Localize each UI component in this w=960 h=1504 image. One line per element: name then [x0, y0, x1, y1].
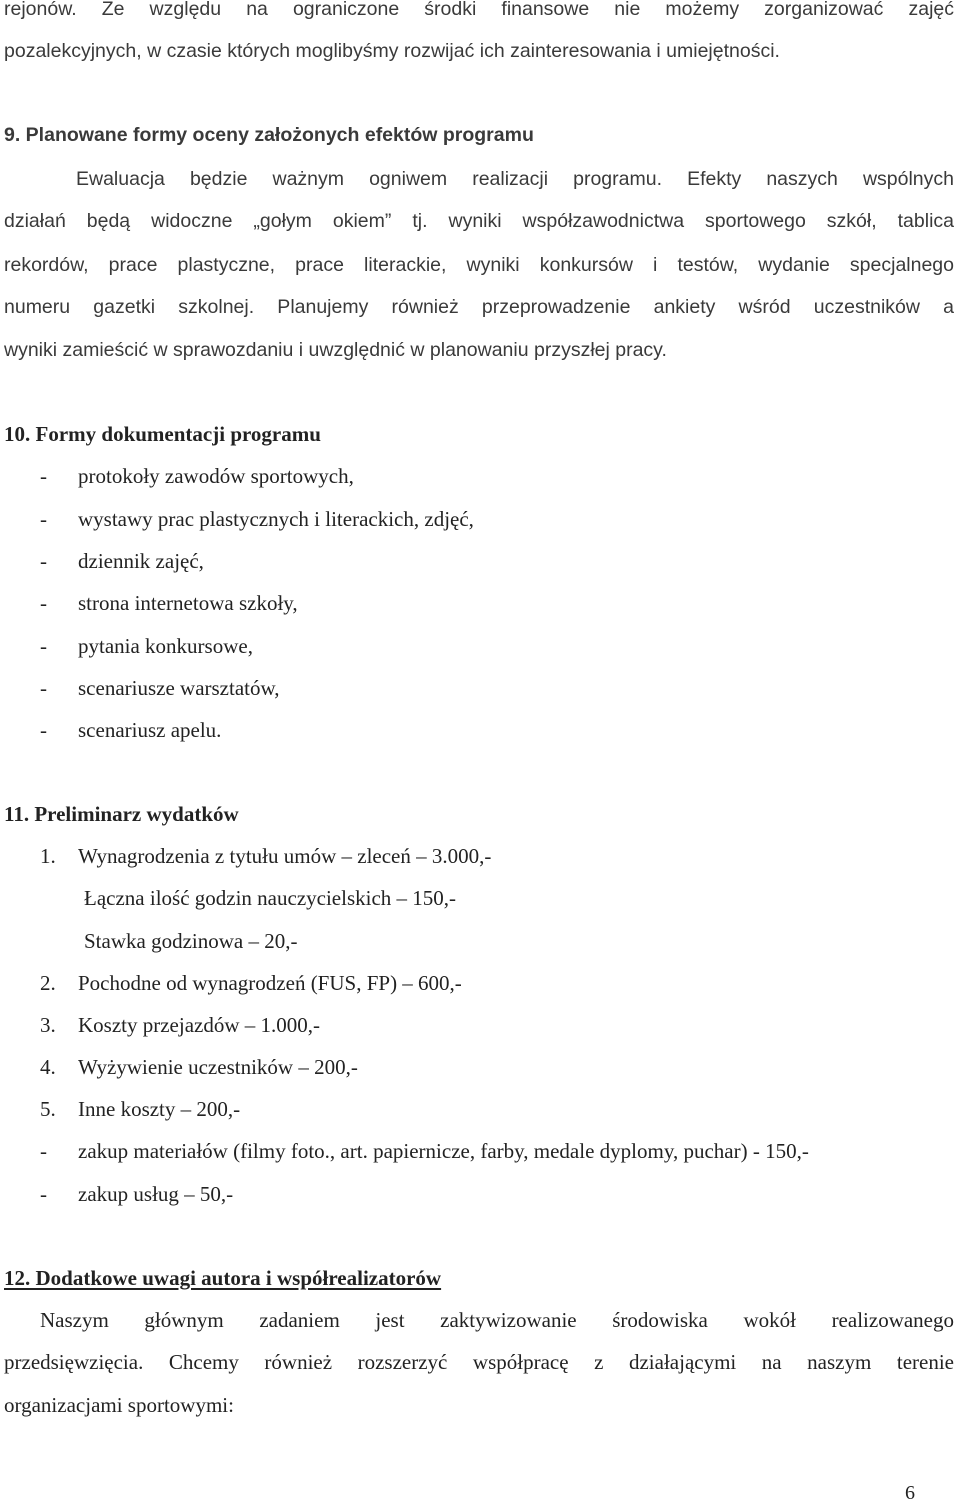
list-item: protokoły zawodów sportowych, — [78, 464, 354, 488]
section-12-heading: 12. Dodatkowe uwagi autora i współrealizatorów — [4, 1266, 442, 1290]
budget-item-number: 5. — [40, 1097, 56, 1121]
budget-item-number: 1. — [40, 844, 56, 868]
list-bullet: - — [40, 634, 47, 658]
section-9-line-5: wyniki zamieścić w sprawozdaniu i uwzględnić w planowaniu przyszłej pracy. — [4, 339, 667, 361]
section-9-line-1: Ewaluacja będzie ważnym ogniwem realizacji programu. Efekty naszych wspólnych — [76, 168, 954, 190]
list-bullet: - — [40, 718, 47, 742]
section-11-heading: 11. Preliminarz wydatków — [4, 802, 239, 826]
budget-item-bullet: - — [40, 1182, 47, 1206]
list-bullet: - — [40, 507, 47, 531]
section-9-line-4: numeru gazetki szkolnej. Planujemy również przeprowadzenie ankiety wśród uczestników a — [4, 296, 954, 318]
budget-item: zakup materiałów (filmy foto., art. papiernicze, farby, medale dyplomy, puchar) - 150,- — [78, 1139, 809, 1163]
list-item: wystawy prac plastycznych i literackich, zdjęć, — [78, 507, 474, 531]
budget-item: Wyżywienie uczestników – 200,- — [78, 1055, 358, 1079]
list-bullet: - — [40, 676, 47, 700]
list-bullet: - — [40, 549, 47, 573]
intro-line-2: pozalekcyjnych, w czasie których moglibyśmy rozwijać ich zainteresowania i umiejętności. — [4, 40, 780, 62]
budget-item: Pochodne od wynagrodzeń (FUS, FP) – 600,- — [78, 971, 462, 995]
section-12-line-3: organizacjami sportowymi: — [4, 1393, 234, 1417]
budget-item: zakup usług – 50,- — [78, 1182, 234, 1206]
list-item: scenariusze warsztatów, — [78, 676, 280, 700]
list-bullet: - — [40, 591, 47, 615]
budget-item-number: 4. — [40, 1055, 56, 1079]
budget-item: Wynagrodzenia z tytułu umów – zleceń – 3.000,- — [78, 844, 492, 868]
budget-item-number: 2. — [40, 971, 56, 995]
list-item: pytania konkursowe, — [78, 634, 253, 658]
section-9-line-2: działań będą widoczne „gołym okiem” tj. wyniki współzawodnictwa sportowego szkół, tablica — [4, 210, 954, 232]
budget-item-bullet: - — [40, 1139, 47, 1163]
section-9-heading: 9. Planowane formy oceny założonych efektów programu — [4, 124, 534, 146]
section-12-line-2: przedsięwzięcia. Chcemy również rozszerzyć współpracę z działającymi na naszym terenie — [4, 1350, 954, 1374]
section-12-line-1: Naszym głównym zadaniem jest zaktywizowanie środowiska wokół realizowanego — [40, 1308, 954, 1332]
budget-item-number: 3. — [40, 1013, 56, 1037]
budget-subitem: Stawka godzinowa – 20,- — [84, 929, 298, 953]
page-number: 6 — [905, 1482, 915, 1504]
budget-subitem: Łączna ilość godzin nauczycielskich – 150,- — [84, 886, 457, 910]
list-bullet: - — [40, 464, 47, 488]
list-item: strona internetowa szkoły, — [78, 591, 298, 615]
intro-line-1: rejonów. Ze względu na ograniczone środki finansowe nie możemy zorganizować zajęć — [4, 0, 954, 20]
section-10-heading: 10. Formy dokumentacji programu — [4, 422, 321, 446]
budget-item: Inne koszty – 200,- — [78, 1097, 241, 1121]
list-item: scenariusz apelu. — [78, 718, 222, 742]
list-item: dziennik zajęć, — [78, 549, 204, 573]
section-9-line-3: rekordów, prace plastyczne, prace literackie, wyniki konkursów i testów, wydanie specjalnego — [4, 254, 954, 276]
budget-item: Koszty przejazdów – 1.000,- — [78, 1013, 321, 1037]
